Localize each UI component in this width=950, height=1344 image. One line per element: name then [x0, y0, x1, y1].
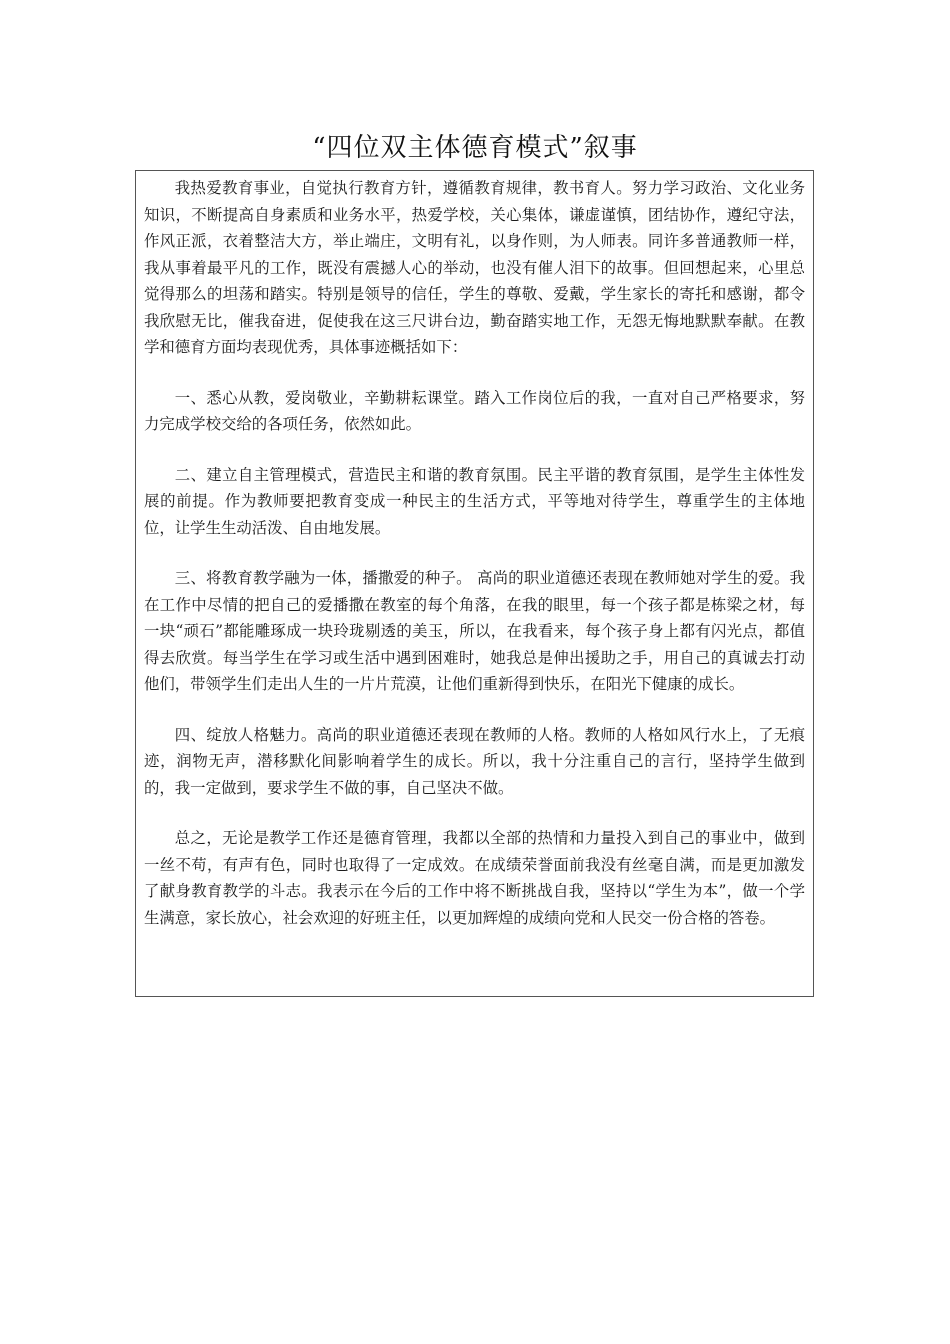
paragraph-conclusion: 总之，无论是教学工作还是德育管理，我都以全部的热情和力量投入到自己的事业中，做到一丝不苟，有声有色，同时也取得了一定成效。在成绩荣誉面前我没有丝毫自满，而是更加激发了献身教育教学的斗志。我表示在今后的工作中将不断挑战自我，坚持以“学生为本”，做一个学生满意，家长放心，社会欢迎的好班主任，以更加辉煌的成绩向党和人民交一份合格的答卷。: [144, 829, 805, 927]
document-title: “四位双主体德育模式”叙事: [312, 133, 638, 163]
narrative-box: [135, 170, 814, 997]
paragraph-point-3: 三、将教育教学融为一体，播撒爱的种子。 高尚的职业道德还表现在教师她对学生的爱。我在工作中尽情的把自己的爱播撒在教室的每个角落，在我的眼里，每一个孩子都是栋梁之材，每一块“顽石”都能雕琢成一块玲珑剔透的美玉，所以，在我看来，每个孩子身上都有闪光点，都值得去欣赏。每当学生在学习或生活中遇到困难时，她我总是伸出援助之手，用自己的真诚去打动他们，带领学生们走出人生的一片片荒漠，让他们重新得到快乐，在阳光下健康的成长。: [144, 569, 805, 693]
paragraph-point-2: 二、建立自主管理模式，营造民主和谐的教育氛围。民主平谐的教育氛围，是学生主体性发展的前提。作为教师要把教育变成一种民主的生活方式，平等地对待学生，尊重学生的主体地位，让学生生动活泼、自由地发展。: [144, 465, 805, 537]
paragraph-intro: 我热爱教育事业，自觉执行教育方针，遵循教育规律，教书育人。努力学习政治、文化业务知识，不断提高自身素质和业务水平，热爱学校，关心集体，谦虚谨慎，团结协作，遵纪守法，作风正派，衣着整洁大方，举止端庄，文明有礼，以身作则，为人师表。同许多普通教师一样，我从事着最平凡的工作，既没有震撼人心的举动，也没有催人泪下的故事。但回想起来，心里总觉得那么的坦荡和踏实。特别是领导的信任，学生的尊敬、爱戴，学生家长的寄托和感谢，都令我欣慰无比，催我奋进，促使我在这三尺讲台边，勤奋踏实地工作，无怨无悔地默默奉献。在教学和德育方面均表现优秀，具体事迹概括如下：: [144, 179, 805, 356]
paragraph-point-1: 一、悉心从教，爱岗敬业，辛勤耕耘课堂。踏入工作岗位后的我，一直对自己严格要求，努力完成学校交给的各项任务，依然如此。: [144, 388, 805, 433]
paragraph-point-4: 四、绽放人格魅力。高尚的职业道德还表现在教师的人格。教师的人格如风行水上，了无痕迹，润物无声，潜移默化间影响着学生的成长。所以，我十分注重自己的言行，坚持学生做到的，我一定做到，要求学生不做的事，自己坚决不做。: [144, 725, 805, 797]
